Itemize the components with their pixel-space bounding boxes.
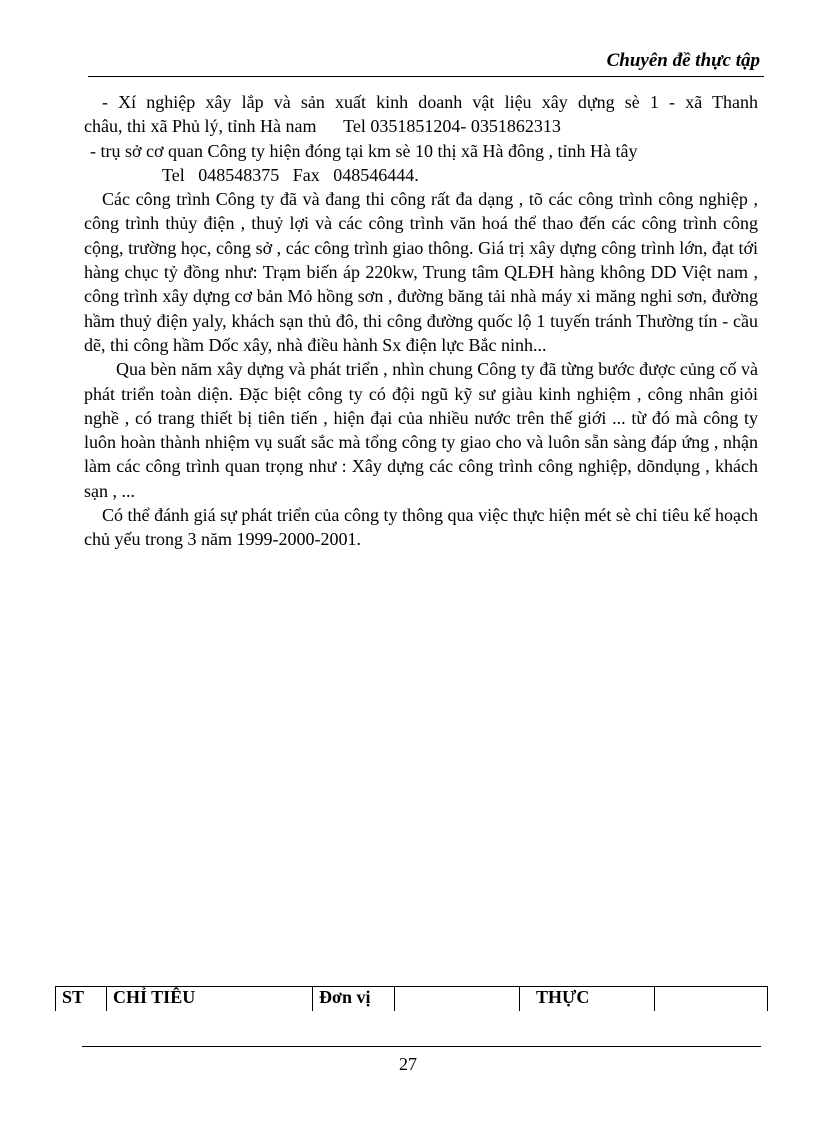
indicator-table (55, 986, 768, 1011)
document-body (84, 90, 758, 552)
paragraph-line: - Xí nghiệp xây lắp và sản xuất kinh doanh vật liệu xây dựng sè 1 - xã Thanh (102, 92, 758, 112)
table-header-cell (395, 987, 520, 1012)
paragraph-projects: Các công trình Công ty đã và đang thi công rất đa dạng , tõ các công trình công nghiệp , công trình thủy điện , thuỷ lợi và các công trình văn hoá thể thao đến các công trình công cộng, trường học, công sở , các công trình giao thông. Giá trị xây dựng công trình lớn, đạt tới hàng chục tỷ đồng như: Trạm biến áp 220kw, Trung tâm QLĐH hàng không DD Việt nam , công trình xây dựng cơ bản Mỏ hồng sơn , đường băng tải nhà máy xi măng nghi sơn, đường hầm thuỷ điện yaly, khách sạn thủ đô, thi công đường quốc lộ 1 tuyến tránh Thường tín - cầu dẽ, thi công hầm Dốc xây, nhà điều hành Sx điện lực Bắc ninh... (84, 189, 758, 355)
page-header-title: Chuyên đề thực tập (606, 50, 760, 71)
header-divider (88, 76, 764, 77)
paragraph-headquarters (84, 139, 758, 188)
paragraph-line: - trụ sở cơ quan Công ty hiện đóng tại km sè 10 thị xã Hà đông , tỉnh Hà tây (90, 140, 638, 161)
table-header-row (56, 987, 768, 1012)
paragraph-line: châu, thi xã Phủ lý, tỉnh Hà nam Tel 0351851204- 0351862313 (84, 116, 561, 137)
paragraph-development: Qua bèn năm xây dựng và phát triển , nhìn chung Công ty đã từng bước được củng cố và phát triển toàn diện. Đặc biệt công ty có đội ngũ kỹ sư giàu kinh nghiệm , công nhân giỏi nghề , có trang thiết bị tiên tiến , hiện đại của nhiều nước trên thế giới ... từ đó mà công ty luôn hoàn thành nhiệm vụ suất sắc mà tổng công ty giao cho và luôn sẵn sàng đáp ứng , nhận làm các công trình quan trọng như : Xây dựng các công trình công nghiệp, dõndụng , khách sạn , ... (84, 359, 758, 501)
paragraph-enterprise-1 (84, 90, 758, 139)
table-header-cell: Đơn vị (313, 987, 395, 1012)
table-header-cell: THỰC (520, 987, 655, 1012)
table-header-cell: CHỈ TIÊU (107, 987, 313, 1012)
paragraph-line: Tel 048548375 Fax 048546444. (162, 164, 419, 185)
table-header-cell (655, 987, 768, 1012)
footer-divider (82, 1046, 761, 1047)
table-header-cell: ST (56, 987, 107, 1012)
page-number: 27 (399, 1054, 417, 1074)
paragraph-evaluation: Có thể đánh giá sự phát triển của công ty thông qua việc thực hiện mét sè chỉ tiêu kế hoạch chủ yếu trong 3 năm 1999-2000-2001. (84, 505, 758, 550)
